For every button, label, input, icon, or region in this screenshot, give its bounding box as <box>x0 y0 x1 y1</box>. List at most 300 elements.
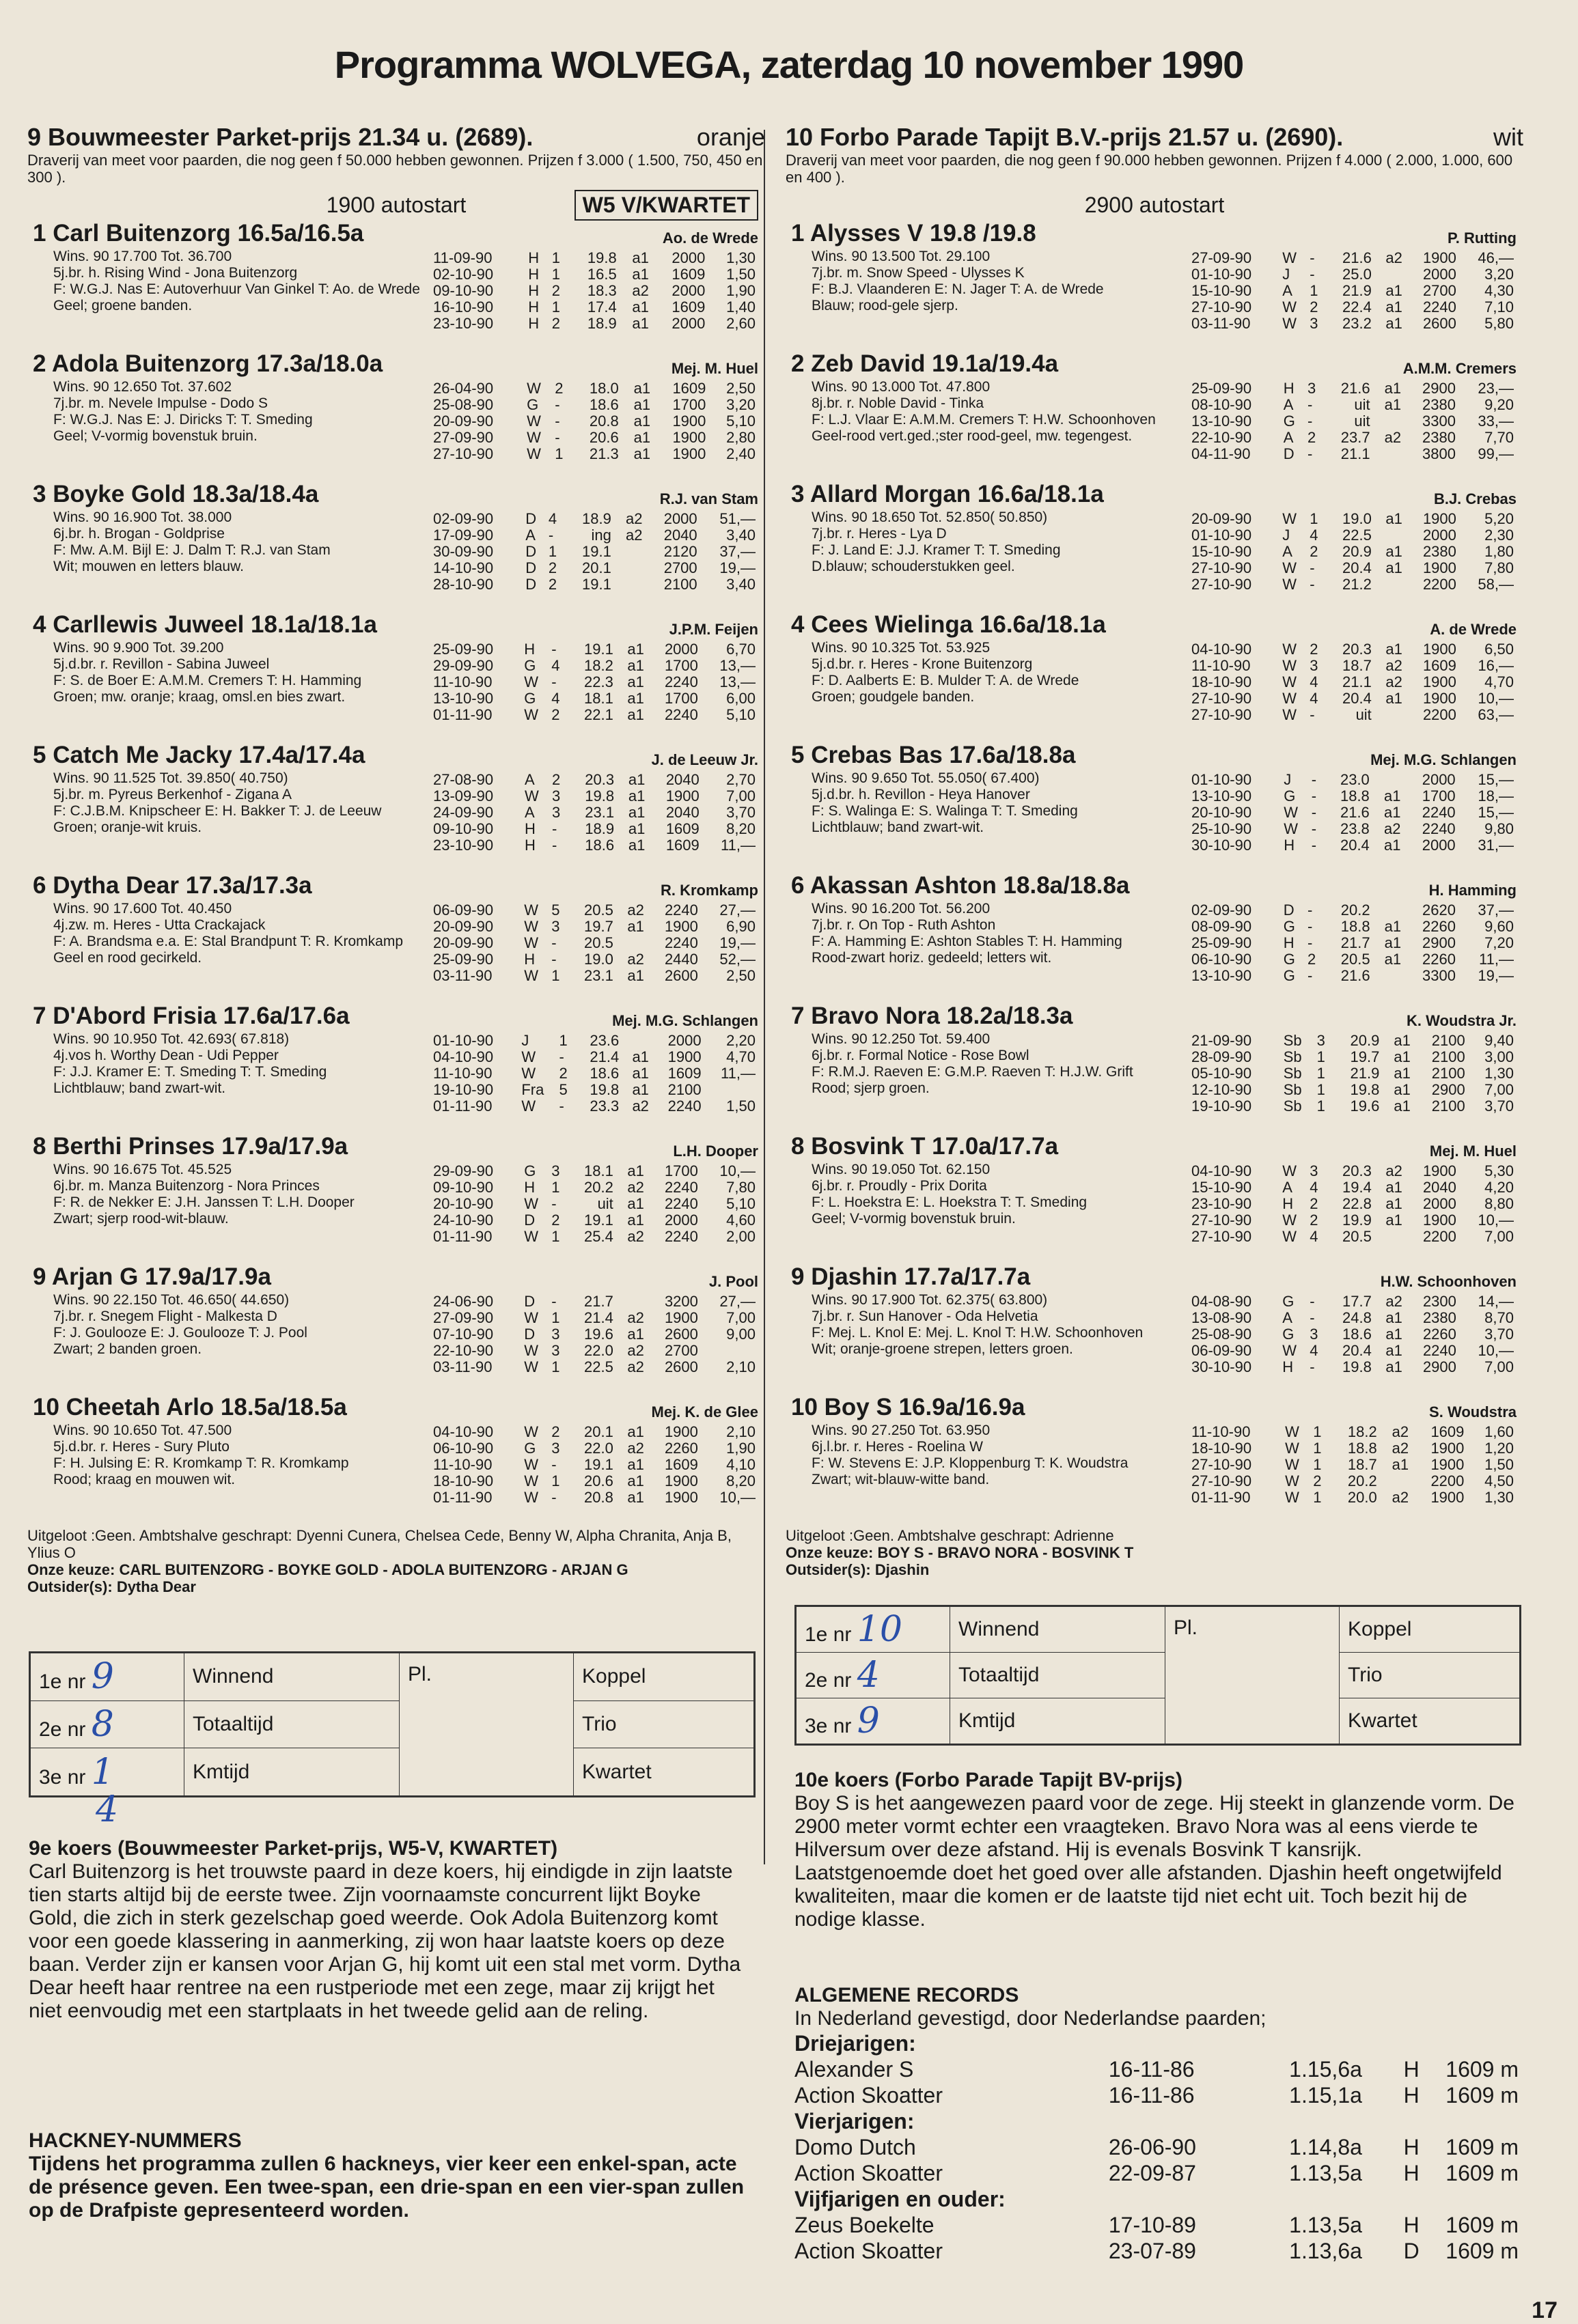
info-line: Wins. 90 12.250 Tot. 59.400 <box>812 1031 991 1047</box>
start-cell: W <box>527 429 541 446</box>
start-cell: 08-10-90 <box>1191 396 1252 413</box>
start-cell: 1609 <box>665 820 700 837</box>
race-badge: W5 V/KWARTET <box>575 190 758 221</box>
trainer-name: R. Kromkamp <box>660 882 758 899</box>
start-cell: W <box>1284 820 1298 837</box>
start-row <box>430 772 758 788</box>
start-cell: 18.1 <box>583 1162 613 1179</box>
start-cell: 3200 <box>664 1293 698 1310</box>
start-cell: 29-09-90 <box>433 1162 494 1179</box>
article-race-10 <box>794 1769 1519 1931</box>
start-cell: 3 <box>1307 380 1316 397</box>
start-cell: 3 <box>552 787 561 804</box>
start-cell: 2 <box>551 706 560 723</box>
records-cell: Action Skoatter <box>794 2161 943 2185</box>
start-cell: a1 <box>627 1423 644 1440</box>
start-cell: a2 <box>1392 1423 1409 1440</box>
horse-entry <box>27 481 765 611</box>
start-row <box>1189 544 1517 560</box>
start-cell: G <box>1283 918 1295 935</box>
handwritten-number: 1 <box>91 1751 114 1793</box>
start-cell <box>1373 902 1404 919</box>
start-cell: W <box>1285 1472 1299 1489</box>
start-cell: 1609 <box>664 1456 698 1473</box>
start-cell: - <box>555 429 560 446</box>
horse-info <box>812 1423 1194 1488</box>
start-cell: 17.7 <box>1342 1293 1372 1310</box>
start-cell: 19.0 <box>583 951 613 968</box>
start-row <box>430 316 758 332</box>
info-line: 7j.br. r. Sun Hanover - Oda Helvetia <box>812 1308 1038 1324</box>
start-cell: - <box>551 1195 557 1212</box>
start-cell: a1 <box>628 837 646 854</box>
start-cell: 5 <box>559 1081 568 1098</box>
horse-name: 6 Akassan Ashton 18.8a/18.8a <box>791 872 1130 899</box>
recent-starts <box>1189 772 1517 854</box>
start-cell: 2000 <box>672 282 706 299</box>
start-cell: 13-08-90 <box>1191 1309 1252 1326</box>
start-cell: W <box>524 1423 539 1440</box>
start-cell: 2 <box>552 771 561 788</box>
start-row <box>1189 250 1517 266</box>
start-cell: 04-11-90 <box>1191 445 1251 462</box>
start-cell: 2,50 <box>726 380 756 397</box>
start-cell: a1 <box>1392 1456 1409 1473</box>
start-cell: 11-10-90 <box>433 673 493 690</box>
start-cell: 18.1 <box>583 690 613 707</box>
start-cell: 3 <box>1310 315 1318 332</box>
start-cell: - <box>552 837 557 854</box>
trainer-name: Mej. M. Huel <box>671 360 758 377</box>
start-cell: a2 <box>627 951 644 968</box>
start-cell: - <box>551 1456 557 1473</box>
start-row <box>1189 1179 1517 1196</box>
start-cell: 06-09-90 <box>433 901 494 919</box>
horse-entry <box>27 1133 765 1263</box>
start-cell: 7,00 <box>1484 1228 1514 1245</box>
start-row <box>430 1163 758 1179</box>
start-cell: 30-09-90 <box>433 543 494 560</box>
start-cell: 4 <box>1310 690 1318 707</box>
start-cell: 21.6 <box>1340 380 1370 397</box>
start-cell: 09-10-90 <box>433 820 494 837</box>
start-cell: 21.3 <box>589 445 619 462</box>
start-cell: 2,60 <box>726 315 756 332</box>
start-row <box>1189 1082 1517 1098</box>
info-line: Wins. 90 16.675 Tot. 45.525 <box>53 1162 232 1177</box>
start-cell: 13-10-90 <box>1191 412 1252 430</box>
start-cell: 1900 <box>1430 1456 1465 1473</box>
start-cell: 2200 <box>1430 1472 1465 1489</box>
start-cell: W <box>1285 1489 1299 1506</box>
recent-starts <box>1189 1293 1517 1375</box>
horse-info <box>812 509 1194 575</box>
start-cell: 2260 <box>664 1440 698 1457</box>
start-cell: a1 <box>633 396 651 413</box>
start-cell: 1900 <box>664 1489 698 1506</box>
info-line: Groen; mw. oranje; kraag, omsl.en bies zwart. <box>53 689 346 705</box>
start-cell: a1 <box>627 690 644 707</box>
start-cell: A <box>1282 282 1292 299</box>
start-cell: - <box>1310 706 1315 723</box>
start-row <box>430 1489 758 1506</box>
start-cell: 19.0 <box>1342 510 1372 527</box>
start-cell: W <box>524 1358 539 1375</box>
start-row <box>430 641 758 658</box>
start-row <box>430 837 758 854</box>
start-cell: D <box>525 559 537 576</box>
start-cell: 2100 <box>1431 1032 1465 1049</box>
start-cell: 2000 <box>1422 1195 1456 1212</box>
start-cell: 21.1 <box>1340 445 1370 462</box>
info-line: Wins. 90 17.600 Tot. 40.450 <box>53 901 232 916</box>
start-cell: W <box>1282 690 1297 707</box>
records-cell: D <box>1403 2239 1420 2263</box>
start-cell: 04-10-90 <box>433 1048 494 1065</box>
records-cell: 26-06-90 <box>1108 2135 1196 2159</box>
start-cell: 20.6 <box>583 1472 613 1489</box>
start-cell: 22.5 <box>583 1358 613 1375</box>
start-cell: 18.2 <box>1347 1423 1377 1440</box>
horse-info <box>53 509 436 575</box>
start-cell: 2240 <box>1422 804 1456 821</box>
start-cell: a1 <box>632 298 649 316</box>
start-cell: 20.5 <box>1342 1228 1372 1245</box>
start-row <box>430 299 758 316</box>
start-row <box>1189 968 1517 984</box>
start-cell: 1609 <box>1430 1423 1465 1440</box>
start-row <box>430 902 758 919</box>
start-cell: 2200 <box>1422 706 1456 723</box>
info-line: 7j.br. m. Snow Speed - Ulysses K <box>812 265 1025 281</box>
outsider-line <box>27 1578 765 1595</box>
start-cell: 2 <box>551 1423 560 1440</box>
start-cell: 3 <box>551 1440 560 1457</box>
start-cell: 15-10-90 <box>1191 282 1252 299</box>
start-cell: 19.8 <box>585 787 615 804</box>
start-cell: - <box>551 1293 557 1310</box>
trainer-name: A. de Wrede <box>1430 621 1517 638</box>
start-cell: 3,20 <box>726 396 756 413</box>
start-cell: 3 <box>551 1342 560 1359</box>
start-cell: G <box>1282 1326 1295 1343</box>
start-cell: 27,— <box>719 1293 756 1310</box>
result-field-pl: Pl. <box>400 1653 574 1796</box>
start-cell: 19.8 <box>1342 1358 1372 1375</box>
start-cell: a1 <box>1384 380 1402 397</box>
start-cell: 19.1 <box>583 1456 613 1473</box>
start-cell: 2 <box>1310 1195 1318 1212</box>
article-hackney <box>29 2129 753 2222</box>
horse-entry <box>786 872 1523 1003</box>
start-cell: 01-11-90 <box>433 1489 493 1506</box>
records-row <box>794 2212 1519 2238</box>
start-row <box>1189 1424 1517 1440</box>
start-cell: 21.9 <box>1342 282 1372 299</box>
start-cell: D <box>525 576 537 593</box>
info-line: Wins. 90 17.700 Tot. 36.700 <box>53 249 232 264</box>
start-cell: 1900 <box>672 429 706 446</box>
start-cell: D <box>525 543 537 560</box>
start-row <box>430 544 758 560</box>
horse-info <box>53 901 436 966</box>
start-cell: a2 <box>1385 657 1402 674</box>
start-row <box>1189 1049 1517 1065</box>
result-field-kmtijd: Kmtijd <box>184 1748 400 1796</box>
records-cell: H <box>1403 2083 1420 2108</box>
start-cell: 24-10-90 <box>433 1212 494 1229</box>
horse-info <box>53 640 436 705</box>
start-cell: 2 <box>559 1065 568 1082</box>
scratch-text: Uitgeloot :Geen. Ambtshalve geschrapt: Adrienne <box>786 1527 1114 1544</box>
start-cell: 1 <box>551 967 560 984</box>
start-cell <box>616 1293 647 1310</box>
horse-info <box>53 1292 436 1358</box>
start-row <box>1189 413 1517 430</box>
handwritten-extra-number: 4 <box>96 1789 119 1830</box>
start-cell: - <box>1307 445 1313 462</box>
start-cell: G <box>524 690 536 707</box>
start-cell: a1 <box>627 673 644 690</box>
start-cell: - <box>1307 934 1313 951</box>
start-cell: G <box>524 1440 536 1457</box>
start-cell: 6,70 <box>726 641 756 658</box>
start-cell: 20.5 <box>583 901 613 919</box>
start-cell: 1609 <box>672 380 706 397</box>
choice-label: Onze keuze: <box>27 1561 115 1578</box>
start-cell: a1 <box>632 1065 649 1082</box>
info-line: 7j.br. m. Nevele Impulse - Dodo S <box>53 395 268 411</box>
start-cell <box>1374 1229 1405 1245</box>
start-cell: 2380 <box>1422 543 1456 560</box>
start-cell: 28-09-90 <box>1191 1048 1252 1065</box>
scratch-text: Uitgeloot :Geen. Ambtshalve geschrapt: Dyenni Cunera, Chelsea Cede, Benny W, Alpha Chranita, Anja B, Ylius O <box>27 1527 732 1561</box>
start-cell: 23.7 <box>1340 429 1370 446</box>
recent-starts <box>430 902 758 984</box>
handwritten-number: 9 <box>91 1656 114 1698</box>
start-cell <box>1380 1473 1411 1489</box>
start-cell: 18-10-90 <box>433 1472 494 1489</box>
start-cell <box>1373 968 1404 984</box>
start-cell: 25.0 <box>1342 266 1372 283</box>
start-cell: 1900 <box>1422 1162 1456 1179</box>
records-cell: 1.13,5a <box>1289 2213 1362 2237</box>
start-cell: D <box>524 1212 536 1229</box>
records-cell: 16-11-86 <box>1108 2057 1195 2082</box>
start-cell <box>1373 446 1404 462</box>
info-line: 5j.br. m. Pyreus Berkenhof - Zigana A <box>53 787 292 802</box>
records-cell: Alexander S <box>794 2057 914 2082</box>
start-cell: G <box>1284 787 1296 804</box>
trainer-name: Mej. M.G. Schlangen <box>1370 751 1517 768</box>
records-group-label: Driejarigen: <box>794 2031 916 2056</box>
start-cell: 21.6 <box>1340 967 1370 984</box>
horse-name: 7 D'Abord Frisia 17.6a/17.6a <box>33 1003 350 1029</box>
info-line: Wins. 90 18.650 Tot. 52.850( 50.850) <box>812 509 1048 525</box>
records-cell: 1609 m <box>1445 2057 1519 2082</box>
start-cell: - <box>1310 266 1315 283</box>
start-cell: 18.9 <box>581 510 611 527</box>
start-cell: 4,10 <box>726 1456 756 1473</box>
start-row <box>430 935 758 951</box>
start-cell: 10,— <box>1478 1342 1514 1359</box>
horse-entry <box>786 742 1523 872</box>
start-cell: 11-10-90 <box>433 1456 493 1473</box>
start-row <box>430 968 758 984</box>
start-cell: 23-10-90 <box>1191 1195 1252 1212</box>
start-row <box>1189 1229 1517 1245</box>
records-cell: 1609 m <box>1445 2161 1519 2185</box>
start-cell: - <box>1310 249 1315 266</box>
start-row <box>1189 935 1517 951</box>
info-line: F: J. Land E: J.J. Kramer T: T. Smeding <box>812 542 1061 558</box>
horse-info <box>812 640 1194 705</box>
start-cell: W <box>1282 559 1297 576</box>
horse-entry <box>27 872 765 1003</box>
start-cell: uit <box>597 1195 613 1212</box>
horse-name: 4 Cees Wielinga 16.6a/18.1a <box>791 611 1106 638</box>
start-cell: 9,40 <box>1484 1032 1514 1049</box>
info-line: Wins. 90 16.900 Tot. 38.000 <box>53 509 232 525</box>
start-cell: 19.8 <box>587 249 617 266</box>
horse-entry <box>786 611 1523 742</box>
start-cell: W <box>524 1489 539 1506</box>
result-field-totaaltijd: Totaaltijd <box>950 1653 1165 1698</box>
start-cell: 2 <box>1307 951 1316 968</box>
start-cell: uit <box>1354 412 1370 430</box>
start-cell: 27-10-90 <box>1191 559 1252 576</box>
start-cell: H <box>524 641 536 658</box>
start-cell <box>1372 772 1404 788</box>
start-row <box>1189 397 1517 413</box>
start-cell: 1900 <box>1430 1489 1465 1506</box>
start-cell: G <box>1283 967 1295 984</box>
start-row <box>1189 576 1517 593</box>
start-cell: a1 <box>633 380 651 397</box>
start-cell: a2 <box>1385 1293 1402 1310</box>
records-cell: 1.15,6a <box>1289 2057 1362 2082</box>
start-cell: 7,00 <box>1484 1358 1514 1375</box>
records-cell: H <box>1403 2213 1420 2237</box>
start-row <box>430 1082 758 1098</box>
start-cell: Fra <box>521 1081 544 1098</box>
start-cell: W <box>524 1309 539 1326</box>
start-cell: 3,70 <box>726 804 756 821</box>
start-cell: 33,— <box>1478 412 1514 430</box>
start-cell: 15,— <box>1478 804 1514 821</box>
start-cell: 1,40 <box>726 298 756 316</box>
info-line: Wins. 90 11.525 Tot. 39.850( 40.750) <box>53 770 288 786</box>
info-line: 5j.d.br. r. Heres - Krone Buitenzorg <box>812 656 1033 672</box>
info-line: 5j.d.br. r. Heres - Sury Pluto <box>53 1439 230 1455</box>
race-footer <box>786 1527 1523 1578</box>
start-cell: a1 <box>632 249 649 266</box>
start-cell: - <box>1311 787 1317 804</box>
start-cell: 2600 <box>664 967 698 984</box>
info-line: Geel-rood vert.ged.;ster rood-geel, mw. tegengest. <box>812 428 1133 444</box>
start-cell: a1 <box>628 804 646 821</box>
start-cell: 1700 <box>664 690 698 707</box>
start-cell: a1 <box>1385 690 1402 707</box>
start-cell: H <box>528 282 540 299</box>
start-cell: 8,80 <box>1484 1195 1514 1212</box>
start-row <box>1189 1440 1517 1457</box>
start-cell: a2 <box>627 1309 644 1326</box>
start-row <box>1189 1212 1517 1229</box>
start-cell: a1 <box>1385 543 1402 560</box>
start-cell: W <box>524 787 539 804</box>
start-cell: 9,00 <box>726 1326 756 1343</box>
start-cell: a1 <box>627 918 644 935</box>
records-cell: 1.15,1a <box>1289 2083 1362 2108</box>
start-cell: 25-08-90 <box>1191 1326 1252 1343</box>
start-cell: 27-10-90 <box>1191 1456 1252 1473</box>
horse-entry <box>786 220 1523 350</box>
info-line: 4j.zw. m. Heres - Utta Crackajack <box>53 917 266 933</box>
start-cell: - <box>555 412 560 430</box>
start-cell: 1,90 <box>726 1440 756 1457</box>
start-cell: 2240 <box>1422 820 1456 837</box>
horse-name: 2 Zeb David 19.1a/19.4a <box>791 350 1059 377</box>
start-cell: 1900 <box>1422 673 1456 690</box>
start-cell: 27-10-90 <box>1191 706 1252 723</box>
start-cell: 1609 <box>667 1065 702 1082</box>
start-cell: a1 <box>627 1489 644 1506</box>
start-cell: 13-10-90 <box>433 690 494 707</box>
start-cell: 1,90 <box>726 282 756 299</box>
info-line: Rood; kraag en mouwen wit. <box>53 1472 236 1487</box>
start-cell: 2000 <box>672 315 706 332</box>
start-row <box>430 1098 758 1115</box>
trainer-name: Mej. M.G. Schlangen <box>612 1012 758 1029</box>
horse-entry <box>786 350 1523 481</box>
info-line: Wins. 90 27.250 Tot. 63.950 <box>812 1423 991 1438</box>
start-cell: 27-10-90 <box>1191 690 1252 707</box>
start-cell: A <box>1282 543 1292 560</box>
info-line: Wins. 90 10.325 Tot. 53.925 <box>812 640 991 656</box>
info-line: Wit; oranje-groene strepen, letters groen. <box>812 1341 1073 1357</box>
trainer-name: H.W. Schoonhoven <box>1380 1273 1517 1290</box>
start-cell: 18.9 <box>585 820 615 837</box>
info-line: Zwart; 2 banden groen. <box>53 1341 202 1357</box>
start-cell: 2000 <box>672 249 706 266</box>
start-cell: D <box>524 1293 536 1310</box>
start-cell: G <box>524 657 536 674</box>
start-cell: a1 <box>628 787 646 804</box>
start-cell: 16,— <box>1478 657 1514 674</box>
horse-info <box>53 1162 436 1227</box>
start-cell: W <box>524 1472 539 1489</box>
records-subtitle: In Nederland gevestigd, door Nederlandse paarden; <box>794 2007 1266 2030</box>
start-cell: 02-10-90 <box>433 266 494 283</box>
horse-entry <box>786 1133 1523 1263</box>
records-cell: 1609 m <box>1445 2213 1519 2237</box>
start-cell: Sb <box>1283 1032 1302 1049</box>
start-cell: 1 <box>1313 1440 1322 1457</box>
start-cell: 01-11-90 <box>433 706 493 723</box>
info-line: Wins. 90 9.650 Tot. 55.050( 67.400) <box>812 770 1040 786</box>
start-row <box>1189 804 1517 821</box>
start-cell: 20.6 <box>589 429 619 446</box>
start-cell: 18.6 <box>585 837 615 854</box>
start-cell: W <box>524 1195 539 1212</box>
start-cell: 2000 <box>667 1032 702 1049</box>
start-cell: W <box>1282 576 1297 593</box>
start-row <box>430 788 758 804</box>
start-cell: W <box>1282 706 1297 723</box>
start-cell: 04-10-90 <box>433 1423 494 1440</box>
start-cell: a1 <box>627 1212 644 1229</box>
